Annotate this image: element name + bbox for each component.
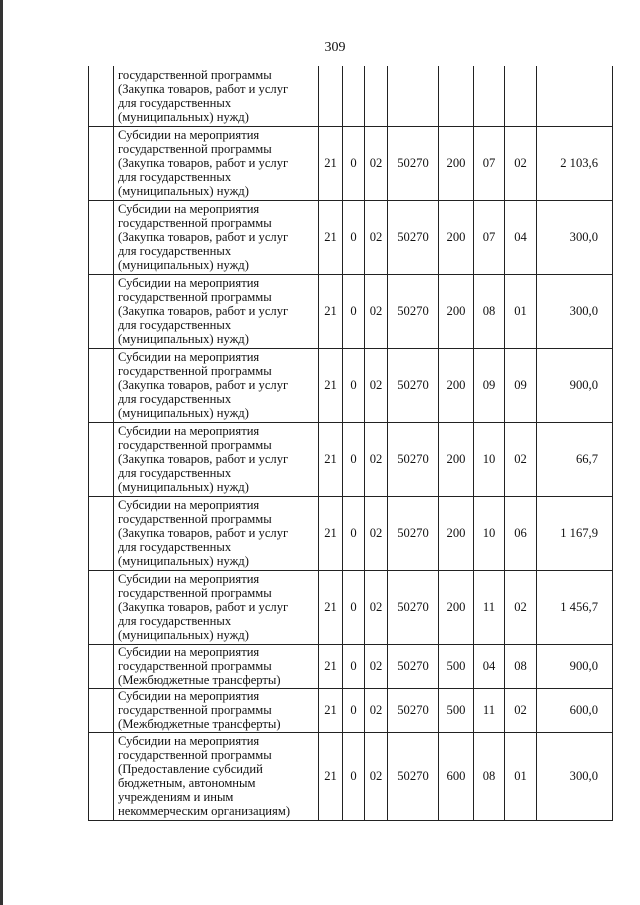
description-line: Субсидии на мероприятия [118,498,260,512]
ministry-code-cell: 21 [319,200,343,274]
description-line: (муниципальных) нужд) [118,109,249,124]
expense-type-cell: 600 [439,732,474,820]
subsection-cell: 01 [505,274,537,348]
description-line: Субсидии на мероприятия [118,276,260,290]
subsection-cell [505,66,537,126]
description-line: государственной программы [118,586,272,600]
amount-cell: 2 103,6 [537,126,613,200]
description-line: Субсидии на мероприятия [118,128,260,142]
expense-type-cell: 200 [439,348,474,422]
program-code-cell: 0 [343,496,365,570]
description-cell [114,688,319,732]
expense-type-cell [439,66,474,126]
description-line: Субсидии на мероприятия [118,689,260,703]
description-line: учреждениям и иным [118,790,234,804]
section-cell: 07 [474,200,505,274]
target-code-cell: 50270 [388,570,439,644]
section-cell: 11 [474,570,505,644]
program-code-cell: 0 [343,570,365,644]
subprogram-code-cell: 02 [365,688,388,732]
program-code-cell: 0 [343,732,365,820]
subprogram-code-cell: 02 [365,496,388,570]
description-line: (муниципальных) нужд) [118,406,249,420]
description-line: Субсидии на мероприятия [118,424,260,438]
row-spacer-cell [89,66,114,126]
subsection-cell: 01 [505,732,537,820]
ministry-code-cell: 21 [319,274,343,348]
row-spacer-cell [89,274,114,348]
expense-type-cell: 500 [439,688,474,732]
subsection-cell: 02 [505,422,537,496]
description-cell [114,200,319,274]
amount-cell: 300,0 [537,732,613,820]
ministry-code-cell: 21 [319,126,343,200]
description-line: (Закупка товаров, работ и услуг [118,81,289,96]
description-line: (Закупка товаров, работ и услуг [118,526,289,540]
description-line: (муниципальных) нужд) [118,184,249,198]
description-line: Субсидии на мероприятия [118,202,260,216]
table-row [89,496,613,570]
description-line: (муниципальных) нужд) [118,332,249,346]
subsection-cell: 04 [505,200,537,274]
subsection-cell: 02 [505,570,537,644]
target-code-cell: 50270 [388,732,439,820]
ministry-code-cell [319,66,343,126]
description-line: некоммерческим организациям) [118,804,291,818]
description-cell [114,732,319,820]
program-code-cell: 0 [343,348,365,422]
description-cell [114,126,319,200]
target-code-cell: 50270 [388,688,439,732]
description-line: для государственных [118,392,232,406]
description-line: для государственных [118,540,232,554]
amount-cell [537,66,613,126]
row-spacer-cell [89,348,114,422]
description-line: Субсидии на мероприятия [118,572,260,586]
description-line: для государственных [118,466,232,480]
expense-type-cell: 500 [439,644,474,688]
description-line: (Закупка товаров, работ и услуг [118,156,289,170]
subprogram-code-cell: 02 [365,732,388,820]
table-row [89,732,613,820]
subprogram-code-cell: 02 [365,570,388,644]
amount-cell: 900,0 [537,348,613,422]
description-cell [114,570,319,644]
amount-cell: 600,0 [537,688,613,732]
table-row [89,348,613,422]
description-line: (муниципальных) нужд) [118,628,249,642]
amount-cell: 66,7 [537,422,613,496]
description-line: (муниципальных) нужд) [118,258,249,272]
section-cell: 11 [474,688,505,732]
target-code-cell: 50270 [388,274,439,348]
subprogram-code-cell: 02 [365,274,388,348]
target-code-cell: 50270 [388,422,439,496]
target-code-cell: 50270 [388,200,439,274]
section-cell: 09 [474,348,505,422]
description-line: (Закупка товаров, работ и услуг [118,304,289,318]
section-cell: 10 [474,496,505,570]
subprogram-code-cell: 02 [365,644,388,688]
program-code-cell: 0 [343,422,365,496]
description-line: (муниципальных) нужд) [118,554,249,568]
table-row [89,422,613,496]
amount-cell: 900,0 [537,644,613,688]
description-line: для государственных [118,244,232,258]
subsection-cell: 02 [505,126,537,200]
program-code-cell [343,66,365,126]
target-code-cell: 50270 [388,348,439,422]
ministry-code-cell: 21 [319,688,343,732]
expense-type-cell: 200 [439,570,474,644]
description-line: (Межбюджетные трансферты) [118,673,281,687]
description-cell [114,66,319,126]
description-line: государственной программы [118,438,272,452]
description-line: государственной программы [118,67,272,82]
subsection-cell: 09 [505,348,537,422]
subprogram-code-cell: 02 [365,126,388,200]
description-cell [114,644,319,688]
row-spacer-cell [89,644,114,688]
description-line: Субсидии на мероприятия [118,645,260,659]
description-line: государственной программы [118,364,272,378]
amount-cell: 1 456,7 [537,570,613,644]
row-spacer-cell [89,200,114,274]
page-number: 309 [324,40,346,55]
program-code-cell: 0 [343,126,365,200]
description-line: (Закупка товаров, работ и услуг [118,378,289,392]
description-line: (Закупка товаров, работ и услуг [118,600,289,614]
ministry-code-cell: 21 [319,422,343,496]
expense-type-cell: 200 [439,274,474,348]
subprogram-code-cell [365,66,388,126]
description-line: государственной программы [118,142,272,156]
section-cell [474,66,505,126]
amount-cell: 1 167,9 [537,496,613,570]
subsection-cell: 08 [505,644,537,688]
subsection-cell: 02 [505,688,537,732]
ministry-code-cell: 21 [319,732,343,820]
ministry-code-cell: 21 [319,570,343,644]
table-row [89,200,613,274]
row-spacer-cell [89,496,114,570]
section-cell: 04 [474,644,505,688]
expense-type-cell: 200 [439,496,474,570]
description-line: государственной программы [118,659,272,673]
table-row [89,274,613,348]
page-left-edge [0,0,3,905]
expense-type-cell: 200 [439,126,474,200]
ministry-code-cell: 21 [319,348,343,422]
description-line: (муниципальных) нужд) [118,480,249,494]
section-cell: 10 [474,422,505,496]
description-line: бюджетным, автономным [118,776,256,790]
row-spacer-cell [89,126,114,200]
target-code-cell: 50270 [388,496,439,570]
description-line: государственной программы [118,290,272,304]
description-line: для государственных [118,95,232,110]
subprogram-code-cell: 02 [365,348,388,422]
row-spacer-cell [89,570,114,644]
budget-table [88,66,613,821]
target-code-cell: 50270 [388,644,439,688]
description-line: государственной программы [118,703,272,717]
target-code-cell: 50270 [388,126,439,200]
description-line: государственной программы [118,512,272,526]
table-row [89,644,613,688]
description-line: Субсидии на мероприятия [118,350,260,364]
program-code-cell: 0 [343,644,365,688]
description-line: для государственных [118,318,232,332]
table-row [89,66,613,126]
subprogram-code-cell: 02 [365,200,388,274]
description-line: (Закупка товаров, работ и услуг [118,230,289,244]
description-line: для государственных [118,170,232,184]
section-cell: 08 [474,274,505,348]
program-code-cell: 0 [343,688,365,732]
program-code-cell: 0 [343,200,365,274]
subprogram-code-cell: 02 [365,422,388,496]
description-cell [114,274,319,348]
row-spacer-cell [89,422,114,496]
description-line: государственной программы [118,748,272,762]
expense-type-cell: 200 [439,200,474,274]
description-line: (Предоставление субсидий [118,762,263,776]
description-cell [114,348,319,422]
section-cell: 07 [474,126,505,200]
section-cell: 08 [474,732,505,820]
table-row [89,126,613,200]
ministry-code-cell: 21 [319,496,343,570]
table-row [89,570,613,644]
description-line: (Закупка товаров, работ и услуг [118,452,289,466]
budget-table-body [89,66,613,820]
ministry-code-cell: 21 [319,644,343,688]
amount-cell: 300,0 [537,200,613,274]
target-code-cell [388,66,439,126]
row-spacer-cell [89,688,114,732]
expense-type-cell: 200 [439,422,474,496]
program-code-cell: 0 [343,274,365,348]
row-spacer-cell [89,732,114,820]
description-line: Субсидии на мероприятия [118,734,260,748]
description-cell [114,496,319,570]
table-row [89,688,613,732]
subsection-cell: 06 [505,496,537,570]
description-line: (Межбюджетные трансферты) [118,717,281,731]
description-line: государственной программы [118,216,272,230]
description-line: для государственных [118,614,232,628]
description-cell [114,422,319,496]
amount-cell: 300,0 [537,274,613,348]
